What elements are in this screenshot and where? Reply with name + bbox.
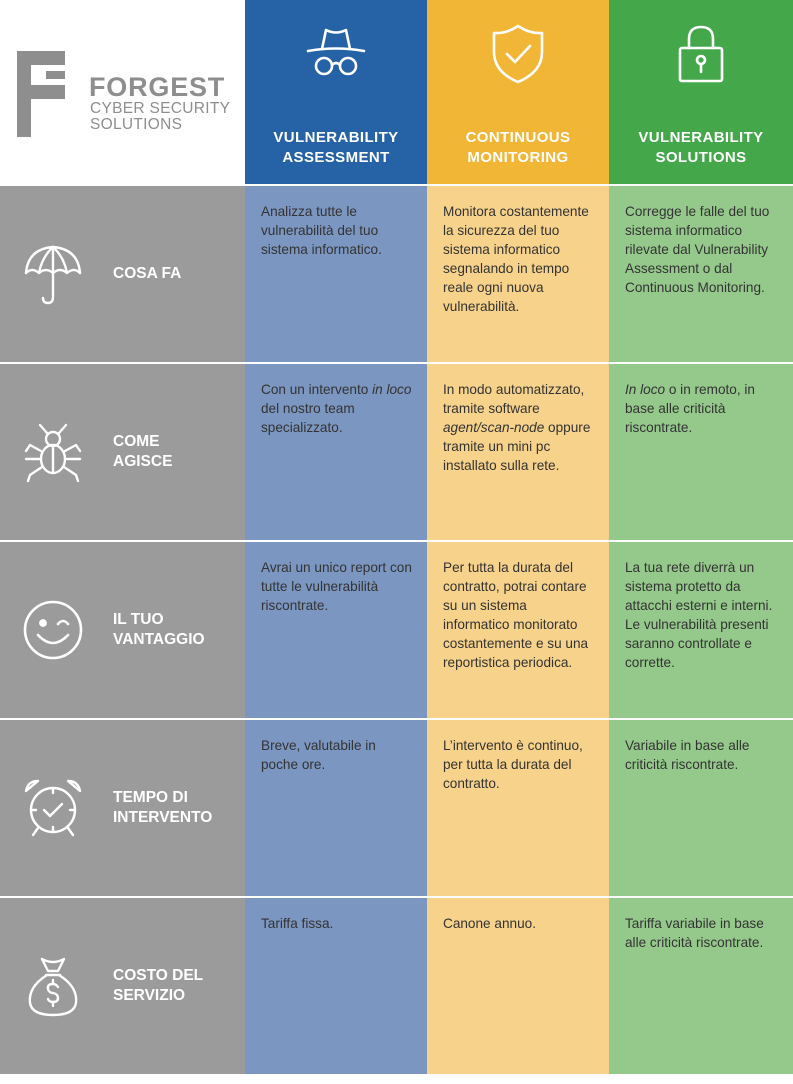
row-label-text: COSA FA <box>113 265 182 282</box>
row-label-come-agisce <box>0 362 245 540</box>
cell-cm-tempo-di-intervento: L’intervento è continuo, per tutta la durata del contratto. <box>427 718 609 896</box>
brand-name: FORGEST <box>89 72 226 102</box>
spy-icon <box>304 22 368 86</box>
cell-va-costo-del-servizio: Tariffa fissa. <box>245 896 427 1074</box>
cell-cm-come-agisce: In modo automatizzato, tramite software agent/scan-node oppure tramite un mini pc installato sulla rete. <box>427 362 609 540</box>
row-label-text: COME AGISCE <box>113 433 173 470</box>
cell-va-il-tuo-vantaggio: Avrai un unico report con tutte le vulnerabilità riscontrate. <box>245 540 427 718</box>
cell-vs-tempo-di-intervento: Variabile in base alle criticità riscontrate. <box>609 718 793 896</box>
cell-va-come-agisce: Con un intervento in loco del nostro team specializzato. <box>245 362 427 540</box>
row-label-costo-del-servizio <box>0 896 245 1074</box>
row-label-text: TEMPO DI INTERVENTO <box>113 789 213 826</box>
cell-vs-costo-del-servizio: Tariffa variabile in base alle criticità riscontrate. <box>609 896 793 1074</box>
wink-smiley-icon <box>20 597 86 663</box>
row-label-text: COSTO DEL SERVIZIO <box>113 967 204 1004</box>
cell-va-tempo-di-intervento: Breve, valutabile in poche ore. <box>245 718 427 896</box>
column-header-vulnerability-assessment <box>245 0 427 184</box>
alarm-clock-icon <box>20 775 86 841</box>
cell-va-cosa-fa: Analizza tutte le vulnerabilità del tuo sistema informatico. <box>245 184 427 362</box>
cell-vs-il-tuo-vantaggio: La tua rete diverrà un sistema protetto da attacchi esterni e interni. Le vulnerabilità presenti saranno controllate e corrette. <box>609 540 793 718</box>
cell-cm-il-tuo-vantaggio: Per tutta la durata del contratto, potrai contare su un sistema informatico monitorato costantemente e su una reportistica periodica. <box>427 540 609 718</box>
cell-vs-cosa-fa: Corregge le falle del tuo sistema informatico rilevate dal Vulnerability Assessment o dal Continuous Monitoring. <box>609 184 793 362</box>
column-title: CONTINUOUS MONITORING <box>465 129 571 166</box>
brand-tagline: CYBER SECURITY SOLUTIONS <box>90 100 231 133</box>
cell-cm-cosa-fa: Monitora costantemente la sicurezza del tuo sistema informatico segnalando in tempo reale ogni nuova vulnerabilità. <box>427 184 609 362</box>
umbrella-icon <box>20 241 86 307</box>
forgest-logo-mark-icon <box>17 51 65 137</box>
money-bag-icon <box>20 953 86 1019</box>
row-label-text: IL TUO VANTAGGIO <box>113 611 205 648</box>
cell-vs-come-agisce: In loco o in remoto, in base alle criticità riscontrate. <box>609 362 793 540</box>
row-label-cosa-fa <box>0 184 245 362</box>
row-label-tempo-di-intervento <box>0 718 245 896</box>
bug-icon <box>20 419 86 485</box>
padlock-icon <box>669 22 733 86</box>
column-title: VULNERABILITY SOLUTIONS <box>638 129 764 166</box>
column-header-continuous-monitoring <box>427 0 609 184</box>
cell-cm-costo-del-servizio: Canone annuo. <box>427 896 609 1074</box>
column-title: VULNERABILITY ASSESSMENT <box>273 129 399 166</box>
column-header-vulnerability-solutions <box>609 0 793 184</box>
brand-logo <box>0 0 245 184</box>
row-label-il-tuo-vantaggio <box>0 540 245 718</box>
shield-check-icon <box>486 22 550 86</box>
